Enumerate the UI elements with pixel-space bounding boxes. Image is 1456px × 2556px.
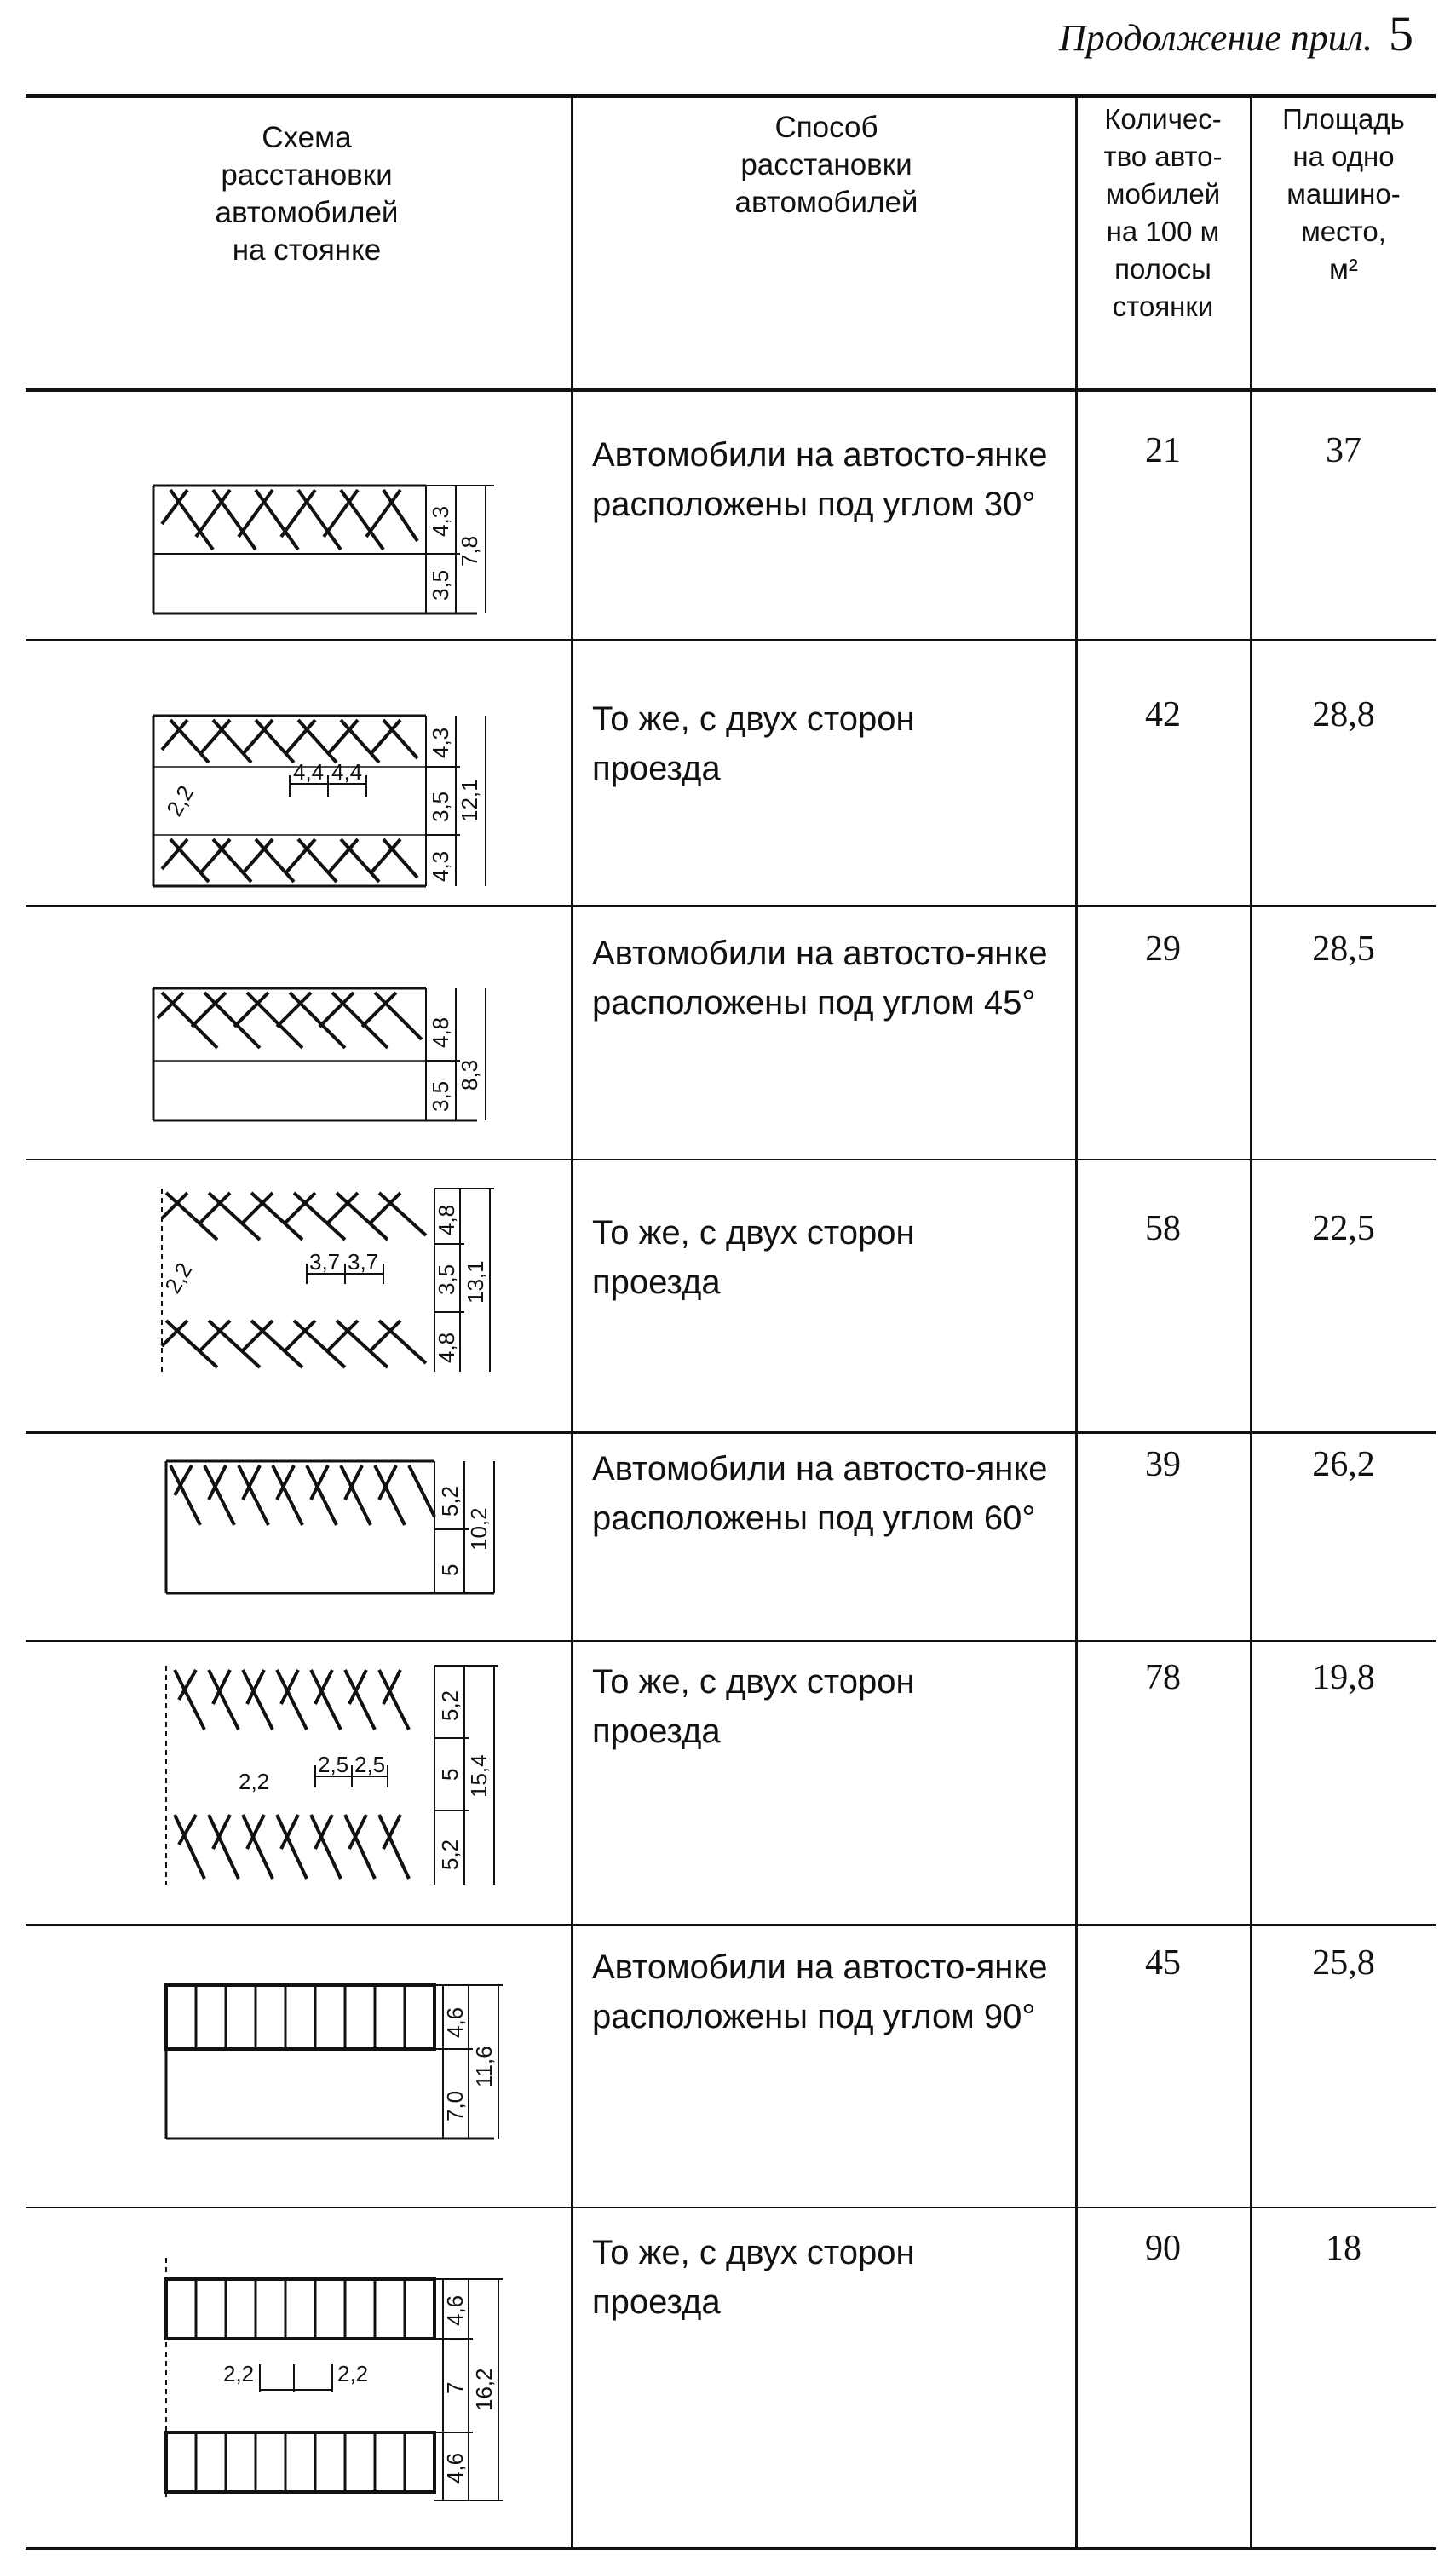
dimension-label: 4,3 [428, 727, 453, 758]
dimension-label: 4,4 [331, 759, 363, 785]
area-value: 22,5 [1312, 1209, 1375, 1248]
dimension-label: 5,2 [437, 1690, 463, 1721]
row-separator [26, 1924, 1436, 1926]
count-value: 58 [1145, 1209, 1181, 1248]
method-text: Автомобили на автосто-янке расположены под углом 45° [592, 935, 1048, 1022]
dimension-label: 2,2 [223, 2361, 255, 2386]
dimension-label: 3,5 [428, 1080, 453, 1112]
dimension-label: 5,2 [437, 1839, 463, 1870]
dimension-label: 5 [437, 1563, 463, 1576]
dimension-label: 7,8 [457, 535, 482, 567]
dimension-label: 3,5 [428, 569, 453, 601]
area-value: 28,8 [1312, 695, 1375, 734]
dimension-label: 4,3 [428, 505, 453, 537]
dimension-label: 5 [437, 1768, 463, 1781]
parking-diagram [136, 980, 537, 1133]
page-header-number: 5 [1389, 6, 1413, 61]
dimension-label: 11,6 [471, 2046, 497, 2087]
area-value: 19,8 [1312, 1658, 1375, 1697]
count-value: 21 [1145, 431, 1181, 470]
dimension-label: 2,5 [318, 1752, 349, 1777]
header-bottom-rule [26, 388, 1436, 392]
row-separator [26, 639, 1436, 641]
table-top-rule [26, 94, 1436, 98]
column-header-method: Способ расстановки автомобилей [734, 111, 918, 219]
dimension-label: 12,1 [457, 779, 482, 822]
dimension-label: 4,4 [293, 759, 325, 785]
parking-diagram [145, 1448, 545, 1602]
method-text: Автомобили на автосто-янке расположены под углом 30° [592, 436, 1048, 523]
dimension-label: 15,4 [466, 1754, 492, 1798]
count-value: 45 [1145, 1943, 1181, 1983]
method-text: Автомобили на автосто-янке расположены под углом 90° [592, 1949, 1048, 2035]
dimension-label: 2,2 [159, 1258, 198, 1298]
row-separator [26, 1640, 1436, 1642]
area-value: 25,8 [1312, 1943, 1375, 1983]
parking-diagram [136, 473, 537, 626]
parking-diagram [145, 1977, 545, 2147]
dimension-label: 3,5 [434, 1264, 459, 1295]
dimension-label: 5,2 [437, 1485, 463, 1517]
area-value: 18 [1326, 2229, 1361, 2268]
dimension-label: 3,7 [309, 1249, 341, 1275]
column-header-area: Площадь на одно машино- место, м² [1282, 103, 1405, 285]
column-header-schema: Схема расстановки автомобилей на стоянке [215, 121, 399, 267]
parking-diagram [145, 2254, 545, 2509]
dimension-label: 2,2 [337, 2361, 369, 2386]
dimension-label: 4,3 [428, 850, 453, 882]
area-value: 37 [1326, 431, 1361, 470]
dimension-label: 2,2 [239, 1769, 270, 1794]
parking-diagram [136, 703, 537, 895]
column-divider-1 [571, 94, 573, 2549]
parking-diagram [136, 1180, 537, 1380]
page-header-label: Продолжение прил. [1059, 17, 1373, 59]
method-text: То же, с двух сторон проезда [592, 1663, 915, 1750]
dimension-label: 4,8 [434, 1204, 459, 1235]
dimension-label: 4,6 [442, 2006, 468, 2038]
row-separator [26, 905, 1436, 907]
area-value: 28,5 [1312, 930, 1375, 969]
table-bottom-rule [26, 2547, 1436, 2550]
count-value: 90 [1145, 2229, 1181, 2268]
count-value: 39 [1145, 1445, 1181, 1484]
count-value: 78 [1145, 1658, 1181, 1697]
area-value: 26,2 [1312, 1445, 1375, 1484]
dimension-label: 2,5 [354, 1752, 386, 1777]
page-header [1059, 5, 1413, 62]
row-separator [26, 1431, 1436, 1434]
dimension-label: 4,8 [434, 1332, 459, 1363]
dimension-label: 3,5 [428, 791, 453, 822]
method-text: Автомобили на автосто-янке расположены под углом 60° [592, 1450, 1048, 1537]
row-separator [26, 2207, 1436, 2208]
dimension-label: 2,2 [161, 780, 199, 820]
row-separator [26, 1159, 1436, 1160]
dimension-label: 4,6 [442, 2452, 468, 2484]
dimension-label: 3,7 [348, 1249, 379, 1275]
method-text: То же, с двух сторон проезда [592, 1214, 915, 1301]
dimension-label: 13,1 [463, 1260, 488, 1304]
dimension-label: 8,3 [457, 1059, 482, 1091]
method-text: То же, с двух сторон проезда [592, 2234, 915, 2321]
dimension-label: 4,6 [442, 2294, 468, 2326]
dimension-label: 7 [442, 2381, 468, 2394]
count-value: 29 [1145, 930, 1181, 969]
dimension-label: 4,8 [428, 1016, 453, 1048]
dimension-label: 16,2 [471, 2368, 497, 2411]
parking-diagram [145, 1661, 545, 1891]
dimension-label: 10,2 [466, 1507, 492, 1551]
dimension-label: 7,0 [442, 2090, 468, 2121]
column-header-count: Количес- тво авто- мобилей на 100 м полосы стоянки [1103, 103, 1223, 322]
count-value: 42 [1145, 695, 1181, 734]
method-text: То же, с двух сторон проезда [592, 700, 915, 787]
